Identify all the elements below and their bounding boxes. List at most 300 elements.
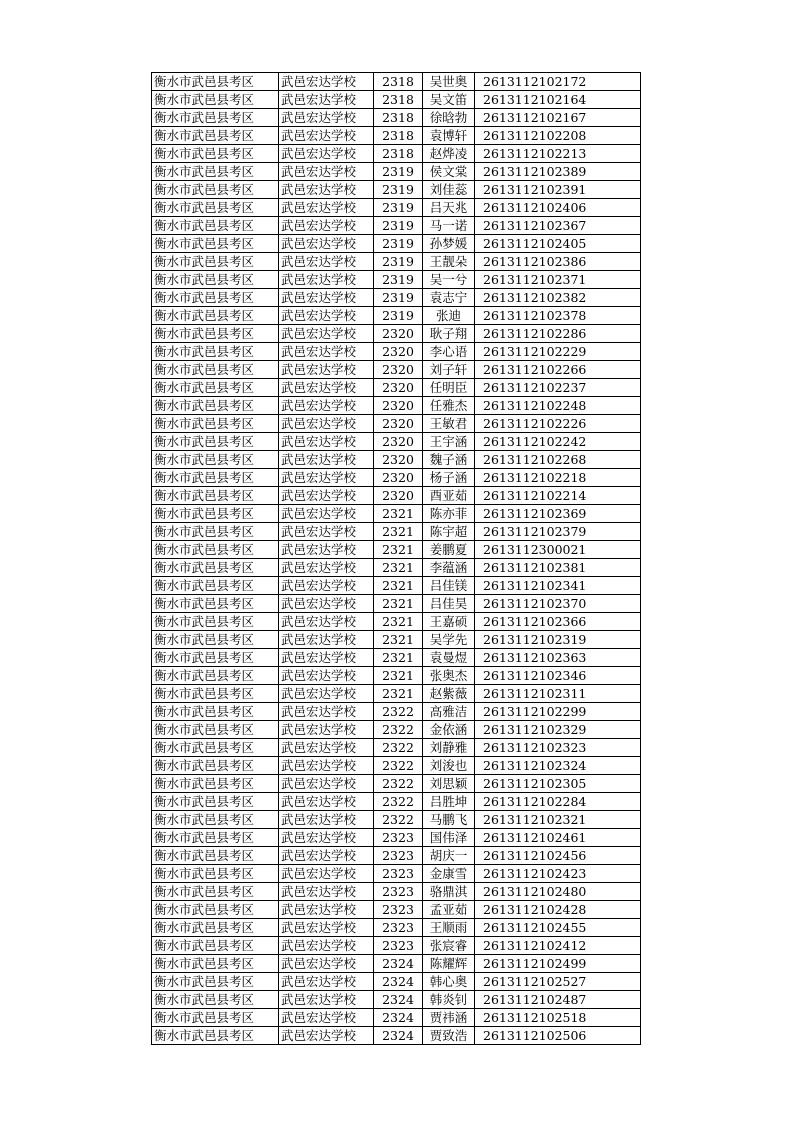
exam-id-cell: 2613112102370 [475, 595, 641, 613]
region-cell: 衡水市武邑县考区 [152, 811, 279, 829]
room-cell: 2319 [374, 217, 423, 235]
region-cell: 衡水市武邑县考区 [152, 451, 279, 469]
name-cell: 刘佳蕊 [423, 181, 475, 199]
region-cell: 衡水市武邑县考区 [152, 721, 279, 739]
table-row [152, 469, 641, 487]
school-cell: 武邑宏达学校 [279, 595, 374, 613]
region-cell: 衡水市武邑县考区 [152, 541, 279, 559]
exam-id-cell: 2613112102499 [475, 955, 641, 973]
region-cell: 衡水市武邑县考区 [152, 343, 279, 361]
exam-id-cell: 2613112102423 [475, 865, 641, 883]
exam-id-cell: 2613112102319 [475, 631, 641, 649]
exam-id-cell: 2613112102386 [475, 253, 641, 271]
exam-id-cell: 2613112102366 [475, 613, 641, 631]
table-row [152, 649, 641, 667]
table-row [152, 685, 641, 703]
table-row [152, 271, 641, 289]
region-cell: 衡水市武邑县考区 [152, 289, 279, 307]
exam-id-cell: 2613112102341 [475, 577, 641, 595]
name-cell: 王敏君 [423, 415, 475, 433]
school-cell: 武邑宏达学校 [279, 397, 374, 415]
name-cell: 马鹏飞 [423, 811, 475, 829]
name-cell: 酉亚茹 [423, 487, 475, 505]
region-cell: 衡水市武邑县考区 [152, 991, 279, 1009]
region-cell: 衡水市武邑县考区 [152, 847, 279, 865]
room-cell: 2321 [374, 613, 423, 631]
region-cell: 衡水市武邑县考区 [152, 865, 279, 883]
table-row [152, 217, 641, 235]
room-cell: 2322 [374, 793, 423, 811]
table-row [152, 865, 641, 883]
table-row [152, 145, 641, 163]
name-cell: 侯文棠 [423, 163, 475, 181]
region-cell: 衡水市武邑县考区 [152, 109, 279, 127]
name-cell: 孙梦媛 [423, 235, 475, 253]
school-cell: 武邑宏达学校 [279, 559, 374, 577]
school-cell: 武邑宏达学校 [279, 901, 374, 919]
school-cell: 武邑宏达学校 [279, 163, 374, 181]
region-cell: 衡水市武邑县考区 [152, 181, 279, 199]
table-row [152, 793, 641, 811]
table-row [152, 559, 641, 577]
exam-id-cell: 2613112102405 [475, 235, 641, 253]
table-row [152, 361, 641, 379]
table-row [152, 811, 641, 829]
region-cell: 衡水市武邑县考区 [152, 595, 279, 613]
room-cell: 2320 [374, 379, 423, 397]
region-cell: 衡水市武邑县考区 [152, 631, 279, 649]
name-cell: 袁曼煜 [423, 649, 475, 667]
table-row [152, 1009, 641, 1027]
table-row [152, 901, 641, 919]
name-cell: 韩心奥 [423, 973, 475, 991]
room-cell: 2323 [374, 829, 423, 847]
room-cell: 2321 [374, 685, 423, 703]
school-cell: 武邑宏达学校 [279, 883, 374, 901]
exam-id-cell: 2613112102461 [475, 829, 641, 847]
table-row [152, 703, 641, 721]
name-cell: 李心语 [423, 343, 475, 361]
exam-id-cell: 2613112102167 [475, 109, 641, 127]
room-cell: 2322 [374, 775, 423, 793]
room-cell: 2323 [374, 865, 423, 883]
region-cell: 衡水市武邑县考区 [152, 883, 279, 901]
name-cell: 李蕴涵 [423, 559, 475, 577]
room-cell: 2324 [374, 1027, 423, 1045]
room-cell: 2322 [374, 757, 423, 775]
exam-id-cell: 2613112102527 [475, 973, 641, 991]
school-cell: 武邑宏达学校 [279, 73, 374, 91]
name-cell: 魏子涵 [423, 451, 475, 469]
name-cell: 马一诺 [423, 217, 475, 235]
room-cell: 2319 [374, 163, 423, 181]
school-cell: 武邑宏达学校 [279, 1009, 374, 1027]
exam-id-cell: 2613112102213 [475, 145, 641, 163]
exam-id-cell: 2613112102382 [475, 289, 641, 307]
table-row [152, 199, 641, 217]
room-cell: 2324 [374, 991, 423, 1009]
name-cell: 任雅杰 [423, 397, 475, 415]
region-cell: 衡水市武邑县考区 [152, 505, 279, 523]
room-cell: 2321 [374, 541, 423, 559]
name-cell: 袁博轩 [423, 127, 475, 145]
table-row [152, 397, 641, 415]
room-cell: 2322 [374, 811, 423, 829]
name-cell: 胡庆一 [423, 847, 475, 865]
school-cell: 武邑宏达学校 [279, 631, 374, 649]
region-cell: 衡水市武邑县考区 [152, 361, 279, 379]
school-cell: 武邑宏达学校 [279, 973, 374, 991]
name-cell: 吕天兆 [423, 199, 475, 217]
region-cell: 衡水市武邑县考区 [152, 829, 279, 847]
region-cell: 衡水市武邑县考区 [152, 703, 279, 721]
table-row [152, 127, 641, 145]
table-row [152, 757, 641, 775]
name-cell: 国伟泽 [423, 829, 475, 847]
table-row [152, 541, 641, 559]
school-cell: 武邑宏达学校 [279, 847, 374, 865]
school-cell: 武邑宏达学校 [279, 271, 374, 289]
room-cell: 2323 [374, 847, 423, 865]
room-cell: 2320 [374, 487, 423, 505]
exam-id-cell: 2613112102379 [475, 523, 641, 541]
exam-id-cell: 2613112102480 [475, 883, 641, 901]
room-cell: 2321 [374, 667, 423, 685]
school-cell: 武邑宏达学校 [279, 721, 374, 739]
name-cell: 贾祎涵 [423, 1009, 475, 1027]
school-cell: 武邑宏达学校 [279, 325, 374, 343]
table-row [152, 181, 641, 199]
exam-id-cell: 2613112102237 [475, 379, 641, 397]
school-cell: 武邑宏达学校 [279, 757, 374, 775]
table-row [152, 73, 641, 91]
exam-id-cell: 2613112300021 [475, 541, 641, 559]
table-row [152, 505, 641, 523]
exam-id-cell: 2613112102389 [475, 163, 641, 181]
exam-id-cell: 2613112102323 [475, 739, 641, 757]
exam-id-cell: 2613112102391 [475, 181, 641, 199]
name-cell: 陈亦菲 [423, 505, 475, 523]
school-cell: 武邑宏达学校 [279, 739, 374, 757]
exam-id-cell: 2613112102164 [475, 91, 641, 109]
region-cell: 衡水市武邑县考区 [152, 397, 279, 415]
exam-id-cell: 2613112102324 [475, 757, 641, 775]
region-cell: 衡水市武邑县考区 [152, 685, 279, 703]
region-cell: 衡水市武邑县考区 [152, 307, 279, 325]
table-row [152, 289, 641, 307]
table-row [152, 829, 641, 847]
region-cell: 衡水市武邑县考区 [152, 955, 279, 973]
room-cell: 2323 [374, 919, 423, 937]
region-cell: 衡水市武邑县考区 [152, 217, 279, 235]
school-cell: 武邑宏达学校 [279, 685, 374, 703]
table-row [152, 919, 641, 937]
school-cell: 武邑宏达学校 [279, 577, 374, 595]
school-cell: 武邑宏达学校 [279, 487, 374, 505]
school-cell: 武邑宏达学校 [279, 541, 374, 559]
region-cell: 衡水市武邑县考区 [152, 91, 279, 109]
exam-id-cell: 2613112102218 [475, 469, 641, 487]
exam-roster-table [151, 72, 641, 1045]
room-cell: 2320 [374, 433, 423, 451]
name-cell: 刘静雅 [423, 739, 475, 757]
name-cell: 金康雪 [423, 865, 475, 883]
exam-id-cell: 2613112102311 [475, 685, 641, 703]
name-cell: 耿子翔 [423, 325, 475, 343]
table-row [152, 577, 641, 595]
school-cell: 武邑宏达学校 [279, 91, 374, 109]
name-cell: 任明臣 [423, 379, 475, 397]
room-cell: 2319 [374, 253, 423, 271]
name-cell: 吴学先 [423, 631, 475, 649]
region-cell: 衡水市武邑县考区 [152, 271, 279, 289]
school-cell: 武邑宏达学校 [279, 1027, 374, 1045]
region-cell: 衡水市武邑县考区 [152, 469, 279, 487]
school-cell: 武邑宏达学校 [279, 505, 374, 523]
table-row [152, 235, 641, 253]
room-cell: 2318 [374, 127, 423, 145]
table-row [152, 847, 641, 865]
name-cell: 张宸睿 [423, 937, 475, 955]
name-cell: 赵紫薇 [423, 685, 475, 703]
region-cell: 衡水市武邑县考区 [152, 379, 279, 397]
exam-id-cell: 2613112102248 [475, 397, 641, 415]
exam-id-cell: 2613112102226 [475, 415, 641, 433]
school-cell: 武邑宏达学校 [279, 793, 374, 811]
exam-id-cell: 2613112102381 [475, 559, 641, 577]
room-cell: 2321 [374, 595, 423, 613]
school-cell: 武邑宏达学校 [279, 865, 374, 883]
room-cell: 2320 [374, 469, 423, 487]
exam-id-cell: 2613112102378 [475, 307, 641, 325]
exam-id-cell: 2613112102346 [475, 667, 641, 685]
room-cell: 2320 [374, 415, 423, 433]
name-cell: 吕胜坤 [423, 793, 475, 811]
name-cell: 赵烨凌 [423, 145, 475, 163]
room-cell: 2320 [374, 325, 423, 343]
room-cell: 2323 [374, 901, 423, 919]
exam-id-cell: 2613112102172 [475, 73, 641, 91]
room-cell: 2321 [374, 577, 423, 595]
exam-id-cell: 2613112102242 [475, 433, 641, 451]
room-cell: 2324 [374, 973, 423, 991]
region-cell: 衡水市武邑县考区 [152, 739, 279, 757]
name-cell: 王顺雨 [423, 919, 475, 937]
name-cell: 贾致浩 [423, 1027, 475, 1045]
name-cell: 袁志宁 [423, 289, 475, 307]
room-cell: 2322 [374, 703, 423, 721]
room-cell: 2322 [374, 739, 423, 757]
room-cell: 2321 [374, 523, 423, 541]
school-cell: 武邑宏达学校 [279, 199, 374, 217]
school-cell: 武邑宏达学校 [279, 955, 374, 973]
school-cell: 武邑宏达学校 [279, 937, 374, 955]
exam-id-cell: 2613112102412 [475, 937, 641, 955]
school-cell: 武邑宏达学校 [279, 829, 374, 847]
school-cell: 武邑宏达学校 [279, 523, 374, 541]
table-row [152, 433, 641, 451]
school-cell: 武邑宏达学校 [279, 109, 374, 127]
room-cell: 2321 [374, 649, 423, 667]
room-cell: 2320 [374, 397, 423, 415]
region-cell: 衡水市武邑县考区 [152, 937, 279, 955]
school-cell: 武邑宏达学校 [279, 379, 374, 397]
exam-id-cell: 2613112102208 [475, 127, 641, 145]
name-cell: 吕佳昊 [423, 595, 475, 613]
exam-id-cell: 2613112102371 [475, 271, 641, 289]
exam-id-cell: 2613112102266 [475, 361, 641, 379]
school-cell: 武邑宏达学校 [279, 433, 374, 451]
region-cell: 衡水市武邑县考区 [152, 793, 279, 811]
school-cell: 武邑宏达学校 [279, 469, 374, 487]
region-cell: 衡水市武邑县考区 [152, 325, 279, 343]
name-cell: 张迪 [423, 307, 475, 325]
name-cell: 孟亚茹 [423, 901, 475, 919]
table-row [152, 955, 641, 973]
school-cell: 武邑宏达学校 [279, 649, 374, 667]
region-cell: 衡水市武邑县考区 [152, 649, 279, 667]
region-cell: 衡水市武邑县考区 [152, 757, 279, 775]
school-cell: 武邑宏达学校 [279, 361, 374, 379]
room-cell: 2319 [374, 199, 423, 217]
school-cell: 武邑宏达学校 [279, 145, 374, 163]
name-cell: 陈宇超 [423, 523, 475, 541]
region-cell: 衡水市武邑县考区 [152, 559, 279, 577]
room-cell: 2320 [374, 343, 423, 361]
name-cell: 刘浚也 [423, 757, 475, 775]
exam-id-cell: 2613112102286 [475, 325, 641, 343]
room-cell: 2318 [374, 109, 423, 127]
school-cell: 武邑宏达学校 [279, 811, 374, 829]
region-cell: 衡水市武邑县考区 [152, 433, 279, 451]
region-cell: 衡水市武邑县考区 [152, 235, 279, 253]
region-cell: 衡水市武邑县考区 [152, 199, 279, 217]
table-row [152, 307, 641, 325]
room-cell: 2321 [374, 631, 423, 649]
room-cell: 2318 [374, 73, 423, 91]
room-cell: 2320 [374, 361, 423, 379]
room-cell: 2319 [374, 181, 423, 199]
exam-id-cell: 2613112102305 [475, 775, 641, 793]
school-cell: 武邑宏达学校 [279, 415, 374, 433]
school-cell: 武邑宏达学校 [279, 343, 374, 361]
room-cell: 2318 [374, 91, 423, 109]
room-cell: 2319 [374, 307, 423, 325]
exam-id-cell: 2613112102455 [475, 919, 641, 937]
school-cell: 武邑宏达学校 [279, 613, 374, 631]
room-cell: 2319 [374, 235, 423, 253]
table-row [152, 91, 641, 109]
exam-id-cell: 2613112102456 [475, 847, 641, 865]
exam-id-cell: 2613112102518 [475, 1009, 641, 1027]
name-cell: 骆鼎淇 [423, 883, 475, 901]
room-cell: 2323 [374, 937, 423, 955]
school-cell: 武邑宏达学校 [279, 703, 374, 721]
name-cell: 陈耀辉 [423, 955, 475, 973]
table-row [152, 253, 641, 271]
room-cell: 2324 [374, 1009, 423, 1027]
exam-id-cell: 2613112102367 [475, 217, 641, 235]
school-cell: 武邑宏达学校 [279, 919, 374, 937]
table-row [152, 415, 641, 433]
region-cell: 衡水市武邑县考区 [152, 415, 279, 433]
roster-table-body [152, 73, 641, 1045]
region-cell: 衡水市武邑县考区 [152, 1009, 279, 1027]
school-cell: 武邑宏达学校 [279, 253, 374, 271]
table-row [152, 991, 641, 1009]
table-row [152, 667, 641, 685]
table-row [152, 343, 641, 361]
exam-id-cell: 2613112102329 [475, 721, 641, 739]
region-cell: 衡水市武邑县考区 [152, 901, 279, 919]
table-row [152, 163, 641, 181]
room-cell: 2321 [374, 559, 423, 577]
region-cell: 衡水市武邑县考区 [152, 73, 279, 91]
table-row [152, 109, 641, 127]
exam-id-cell: 2613112102229 [475, 343, 641, 361]
exam-id-cell: 2613112102506 [475, 1027, 641, 1045]
school-cell: 武邑宏达学校 [279, 127, 374, 145]
name-cell: 吴一兮 [423, 271, 475, 289]
exam-id-cell: 2613112102214 [475, 487, 641, 505]
name-cell: 王嘉硕 [423, 613, 475, 631]
region-cell: 衡水市武邑县考区 [152, 613, 279, 631]
school-cell: 武邑宏达学校 [279, 217, 374, 235]
table-row [152, 973, 641, 991]
region-cell: 衡水市武邑县考区 [152, 577, 279, 595]
room-cell: 2320 [374, 451, 423, 469]
name-cell: 姜鹏夏 [423, 541, 475, 559]
table-row [152, 1027, 641, 1045]
region-cell: 衡水市武邑县考区 [152, 1027, 279, 1045]
exam-id-cell: 2613112102428 [475, 901, 641, 919]
room-cell: 2319 [374, 271, 423, 289]
table-row [152, 523, 641, 541]
name-cell: 高雅洁 [423, 703, 475, 721]
school-cell: 武邑宏达学校 [279, 667, 374, 685]
exam-id-cell: 2613112102369 [475, 505, 641, 523]
room-cell: 2318 [374, 145, 423, 163]
school-cell: 武邑宏达学校 [279, 235, 374, 253]
name-cell: 王宇涵 [423, 433, 475, 451]
exam-id-cell: 2613112102406 [475, 199, 641, 217]
table-row [152, 739, 641, 757]
name-cell: 王靓朵 [423, 253, 475, 271]
name-cell: 吴世奥 [423, 73, 475, 91]
region-cell: 衡水市武邑县考区 [152, 523, 279, 541]
exam-id-cell: 2613112102268 [475, 451, 641, 469]
name-cell: 刘思颖 [423, 775, 475, 793]
table-row [152, 721, 641, 739]
name-cell: 韩炎钊 [423, 991, 475, 1009]
name-cell: 吕佳镁 [423, 577, 475, 595]
name-cell: 刘子轩 [423, 361, 475, 379]
region-cell: 衡水市武邑县考区 [152, 127, 279, 145]
region-cell: 衡水市武邑县考区 [152, 919, 279, 937]
exam-id-cell: 2613112102299 [475, 703, 641, 721]
exam-id-cell: 2613112102487 [475, 991, 641, 1009]
region-cell: 衡水市武邑县考区 [152, 145, 279, 163]
table-row [152, 595, 641, 613]
region-cell: 衡水市武邑县考区 [152, 973, 279, 991]
exam-id-cell: 2613112102284 [475, 793, 641, 811]
region-cell: 衡水市武邑县考区 [152, 253, 279, 271]
table-row [152, 325, 641, 343]
region-cell: 衡水市武邑县考区 [152, 775, 279, 793]
name-cell: 张奥杰 [423, 667, 475, 685]
name-cell: 金依涵 [423, 721, 475, 739]
table-row [152, 451, 641, 469]
